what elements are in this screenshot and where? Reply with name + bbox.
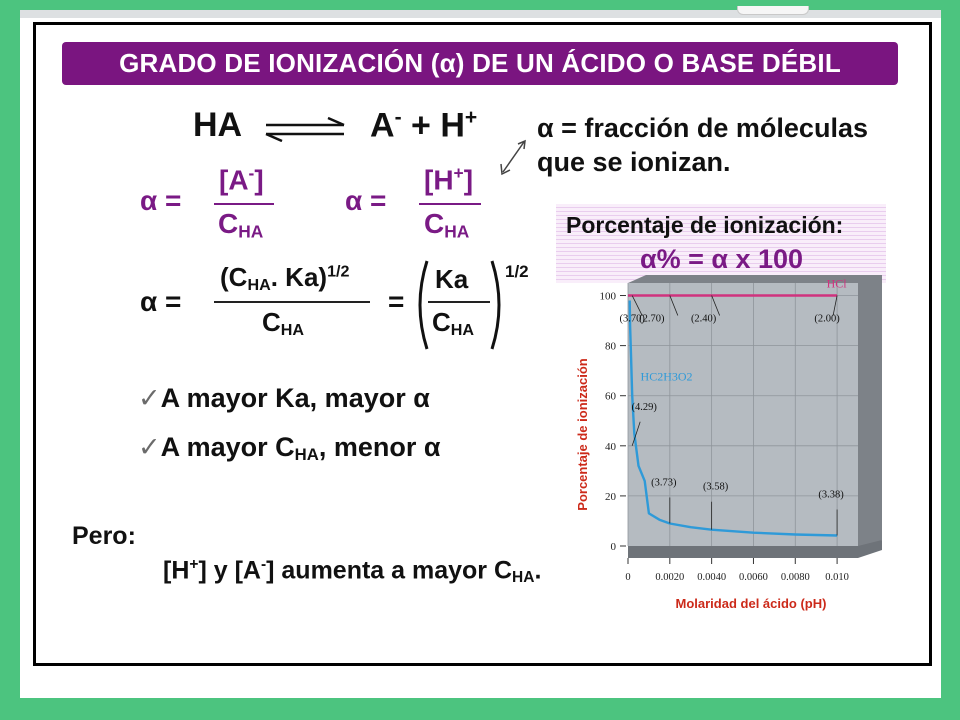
- alpha-ka-den-sub: HA: [280, 321, 305, 340]
- eq-proton-charge: +: [464, 106, 478, 129]
- eq-plus: +: [411, 106, 431, 145]
- chart-annotation-label: (3.70): [619, 313, 645, 325]
- chart-xtick-label: 0.0080: [780, 572, 810, 583]
- chart-annotation-label: (3.73): [651, 477, 677, 489]
- chart-ytick-label: 40: [605, 440, 616, 453]
- chart-xtick-label: 0.0020: [655, 572, 685, 583]
- pero-sup1: +: [189, 556, 199, 573]
- eq-proton: H: [440, 106, 465, 145]
- ka-fraction-den-c: C: [432, 307, 451, 337]
- chart-annotation-label: (2.00): [814, 313, 840, 325]
- checkmark-icon: ✓: [138, 432, 161, 462]
- eq-anion-charge: -: [394, 106, 402, 129]
- chart-ytick-label: 80: [605, 340, 616, 353]
- alpha-ka-num-sub: HA: [247, 276, 271, 295]
- chart-annotation-label: (2.70): [639, 313, 665, 325]
- chart-xtick-label: 0.0040: [697, 572, 727, 583]
- bullet-2-text-b: , menor α: [318, 432, 441, 462]
- pero-c: ] aumenta a mayor C: [266, 556, 513, 585]
- alpha-ka-num-exp: 1/2: [327, 262, 350, 281]
- alpha-ka-num-open: (C: [220, 262, 248, 292]
- chart-xtick-label: 0.0060: [739, 572, 768, 583]
- bullet-2-sub: HA: [294, 445, 319, 465]
- alpha-proton-lhs: α =: [345, 185, 387, 216]
- alpha-proton-den-c: C: [424, 208, 445, 239]
- pero-b: ] y [A: [198, 556, 261, 585]
- chart-ytick-label: 0: [610, 541, 616, 553]
- series-label-acetic: HC2H3O2: [640, 369, 693, 384]
- alpha-ka-num-rest: . Ka): [270, 262, 328, 292]
- alpha-proton-den-sub: HA: [444, 221, 470, 242]
- pero-a: [H: [163, 556, 190, 585]
- alpha-anion-lhs: α =: [140, 185, 182, 216]
- ka-fraction-den-sub: HA: [450, 321, 475, 340]
- chart-ytick-label: 100: [599, 290, 616, 303]
- chart-xtick-label: 0.010: [825, 572, 849, 583]
- alpha-anion-den-sub: HA: [238, 221, 264, 242]
- alpha-proton-num-sup: +: [453, 163, 464, 183]
- alpha-proton-num-close: ]: [463, 164, 474, 196]
- chart-annotation-label: (3.58): [702, 481, 729, 493]
- alpha-ka-equals: =: [388, 286, 405, 317]
- definition-line2: que se ionizan.: [537, 147, 731, 177]
- definition-line1: α = fracción de móleculas: [537, 113, 868, 143]
- chart-ylabel: Porcentaje de ionización: [575, 358, 590, 511]
- alpha-anion-num-close: ]: [254, 164, 264, 196]
- chart-annotation-label: (3.38): [818, 489, 844, 501]
- bullet-1-text: A mayor Ka, mayor α: [160, 383, 430, 413]
- chart-ytick-label: 20: [605, 490, 616, 503]
- pero-d: .: [534, 556, 542, 585]
- alpha-ka-den-c: C: [262, 307, 281, 337]
- alpha-anion-num-sup: -: [248, 163, 255, 183]
- chart-annotation-label: (2.40): [690, 313, 717, 325]
- pero-label: Pero:: [72, 522, 136, 550]
- slide-title: GRADO DE IONIZACIÓN (α) DE UN ÁCIDO O BASE DÉBIL: [62, 42, 898, 85]
- alpha-anion-den-c: C: [218, 208, 239, 239]
- ka-fraction-exp: 1/2: [505, 262, 529, 281]
- alpha-ka-lhs: α =: [140, 286, 182, 317]
- bullet-2-text-a: A mayor C: [160, 432, 295, 462]
- chart-annotation-label: (4.29): [631, 401, 657, 413]
- alpha-proton-num-h: [H: [424, 164, 454, 196]
- ka-fraction-num: Ka: [435, 264, 469, 294]
- series-label-hcl: HCl: [826, 276, 847, 291]
- eq-anion: A: [370, 106, 395, 145]
- pero-sub: HA: [512, 569, 535, 587]
- percent-box-line2: α% = α x 100: [640, 244, 804, 274]
- percent-box-line1: Porcentaje de ionización:: [566, 212, 844, 238]
- checkmark-icon: ✓: [138, 383, 161, 413]
- pero-sup2: -: [260, 556, 267, 573]
- chart-xlabel: Molaridad del ácido (pH): [675, 596, 827, 611]
- alpha-anion-num-a: [A: [219, 164, 249, 196]
- eq-ha: HA: [193, 106, 243, 144]
- chart-xtick-label: 0: [625, 572, 631, 583]
- chart-ytick-label: 60: [605, 390, 616, 403]
